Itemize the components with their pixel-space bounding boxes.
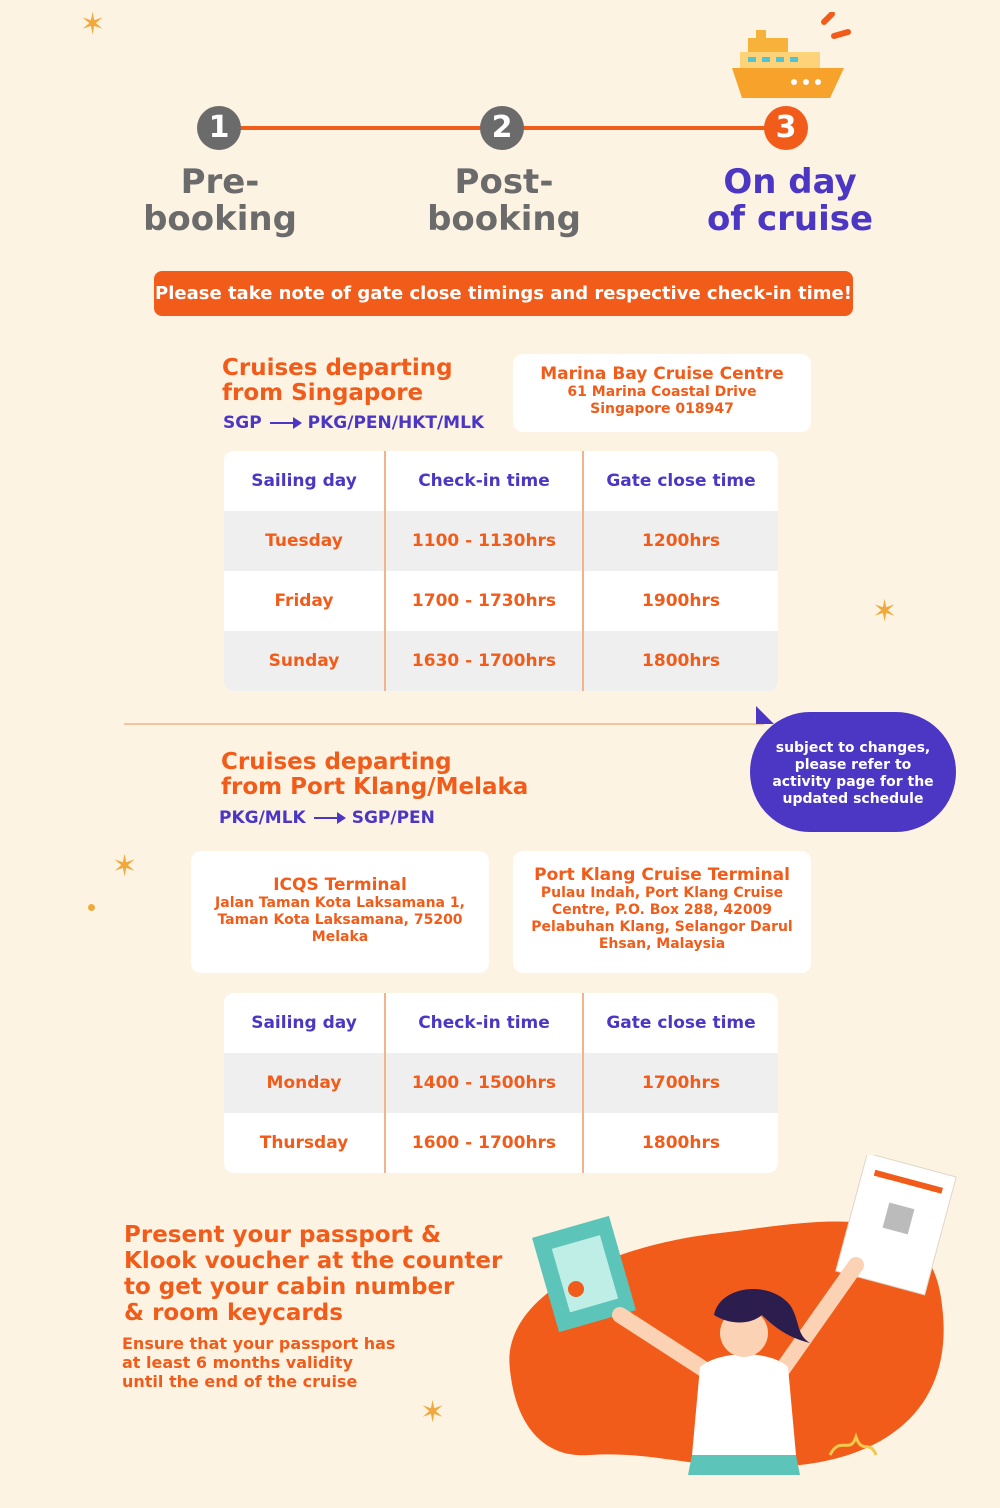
bubble-tail	[756, 706, 774, 724]
sailing-day-cell: Monday	[224, 1053, 385, 1113]
step-2-label-line1: Post-	[454, 162, 554, 202]
port-klang-terminal-card	[513, 851, 811, 973]
cta-title	[124, 1222, 524, 1326]
step-3-label	[690, 164, 890, 238]
bubble-line: subject to changes,	[775, 740, 931, 756]
singapore-section-title	[222, 356, 453, 406]
terminal-address-line: Melaka	[311, 929, 369, 945]
check-in-cell: 1700 - 1730hrs	[385, 571, 583, 631]
terminal-address-line: Pulau Indah, Port Klang Cruise	[540, 885, 784, 901]
step-3-label-line1: On day	[723, 162, 857, 202]
step-1-label-line1: Pre-	[180, 162, 260, 202]
sailing-day-cell: Thursday	[259, 1133, 349, 1153]
bubble-line: updated schedule	[782, 791, 924, 807]
table-row	[224, 571, 778, 631]
column-header: Check-in time	[385, 451, 583, 511]
section-divider	[124, 723, 764, 725]
singapore-title-line2: from Singapore	[222, 380, 424, 406]
terminal-address-line: 61 Marina Coastal Drive	[567, 384, 757, 400]
column-header: Gate close time	[583, 451, 778, 511]
cta-sub-line: Ensure that your passport has	[122, 1334, 396, 1353]
step-1-label	[120, 164, 320, 238]
gate-close-cell: 1800hrs	[583, 1113, 778, 1173]
terminal-address-line: Pelabuhan Klang, Selangor Darul	[531, 919, 793, 935]
check-in-cell: 1100 - 1130hrs	[385, 511, 583, 571]
gate-close-cell: 1900hrs	[583, 571, 778, 631]
column-header: Check-in time	[385, 993, 583, 1053]
check-in-cell: 1630 - 1700hrs	[385, 631, 583, 691]
cta-title-line: Present your passport &	[124, 1222, 442, 1248]
gate-close-cell: 1700hrs	[583, 1053, 778, 1113]
terminal-name: ICQS Terminal	[273, 875, 407, 895]
check-in-cell: 1400 - 1500hrs	[385, 1053, 583, 1113]
sparkle-icon: ✶	[420, 1395, 446, 1430]
cta-title-line: Klook voucher at the counter	[124, 1248, 503, 1274]
sailing-day-cell: Friday	[274, 591, 334, 611]
cta-title-line: & room keycards	[124, 1300, 343, 1326]
singapore-route	[223, 413, 484, 433]
bubble-line: activity page for the	[772, 774, 934, 790]
klang-schedule-table	[224, 993, 778, 1173]
singapore-schedule-table	[224, 451, 778, 691]
klang-title-line1: Cruises departing	[221, 749, 452, 775]
column-header: Gate close time	[583, 993, 778, 1053]
route-to: SGP/PEN	[351, 808, 435, 828]
terminal-address-line: Singapore 018947	[590, 401, 734, 417]
sparkle-icon: ✶	[112, 849, 138, 884]
klang-title-line2: from Port Klang/Melaka	[221, 774, 529, 800]
cta-sub-line: at least 6 months validity	[122, 1353, 353, 1372]
table-header-row	[224, 993, 778, 1053]
cta-subtext	[122, 1334, 442, 1391]
step-3-circle: 3	[764, 106, 808, 150]
route-to: PKG/PEN/HKT/MLK	[307, 413, 485, 433]
sparkle-icon: ✶	[80, 7, 106, 42]
dot-icon	[88, 904, 95, 911]
marina-bay-terminal-card	[513, 354, 811, 432]
singapore-title-line1: Cruises departing	[222, 355, 453, 381]
terminal-address-line: Ehsan, Malaysia	[598, 936, 726, 952]
route-from: PKG/MLK	[219, 808, 306, 828]
terminal-address-line: Centre, P.O. Box 288, 42009	[551, 902, 773, 918]
gate-close-cell: 1800hrs	[583, 631, 778, 691]
step-2-label-line2: booking	[427, 199, 581, 239]
notice-banner: Please take note of gate close timings and respective check-in time!	[154, 271, 853, 316]
traveler-illustration	[500, 1155, 960, 1500]
klang-section-title	[221, 750, 528, 800]
terminal-address-line: Jalan Taman Kota Laksamana 1,	[215, 895, 465, 911]
sailing-day-cell: Tuesday	[224, 511, 385, 571]
step-2-label	[404, 164, 604, 238]
table-header-row	[224, 451, 778, 511]
step-3-label-line2: of cruise	[706, 199, 874, 239]
icqs-terminal-card	[191, 851, 489, 973]
arrow-right-icon	[314, 817, 344, 819]
column-header: Sailing day	[251, 1013, 357, 1033]
cta-title-line: to get your cabin number	[124, 1274, 455, 1300]
route-from: SGP	[223, 413, 262, 433]
check-in-cell: 1600 - 1700hrs	[385, 1113, 583, 1173]
cta-sub-line: until the end of the cruise	[122, 1372, 358, 1391]
step-1-label-line2: booking	[143, 199, 297, 239]
terminal-name: Marina Bay Cruise Centre	[540, 364, 784, 384]
bubble-line: please refer to	[794, 757, 912, 773]
table-row	[224, 631, 778, 691]
column-header: Sailing day	[251, 471, 357, 491]
schedule-note-bubble	[750, 712, 956, 832]
step-2-circle: 2	[480, 106, 524, 150]
cruise-ship-icon	[726, 12, 860, 104]
table-row	[224, 511, 778, 571]
step-1-circle: 1	[197, 106, 241, 150]
arrow-right-icon	[270, 422, 300, 424]
terminal-address-line: Taman Kota Laksamana, 75200	[217, 912, 463, 928]
sparkle-icon: ✶	[872, 594, 898, 629]
sailing-day-cell: Sunday	[224, 631, 385, 691]
table-row	[224, 1053, 778, 1113]
klang-route	[219, 808, 435, 828]
terminal-name: Port Klang Cruise Terminal	[534, 865, 790, 885]
gate-close-cell: 1200hrs	[583, 511, 778, 571]
